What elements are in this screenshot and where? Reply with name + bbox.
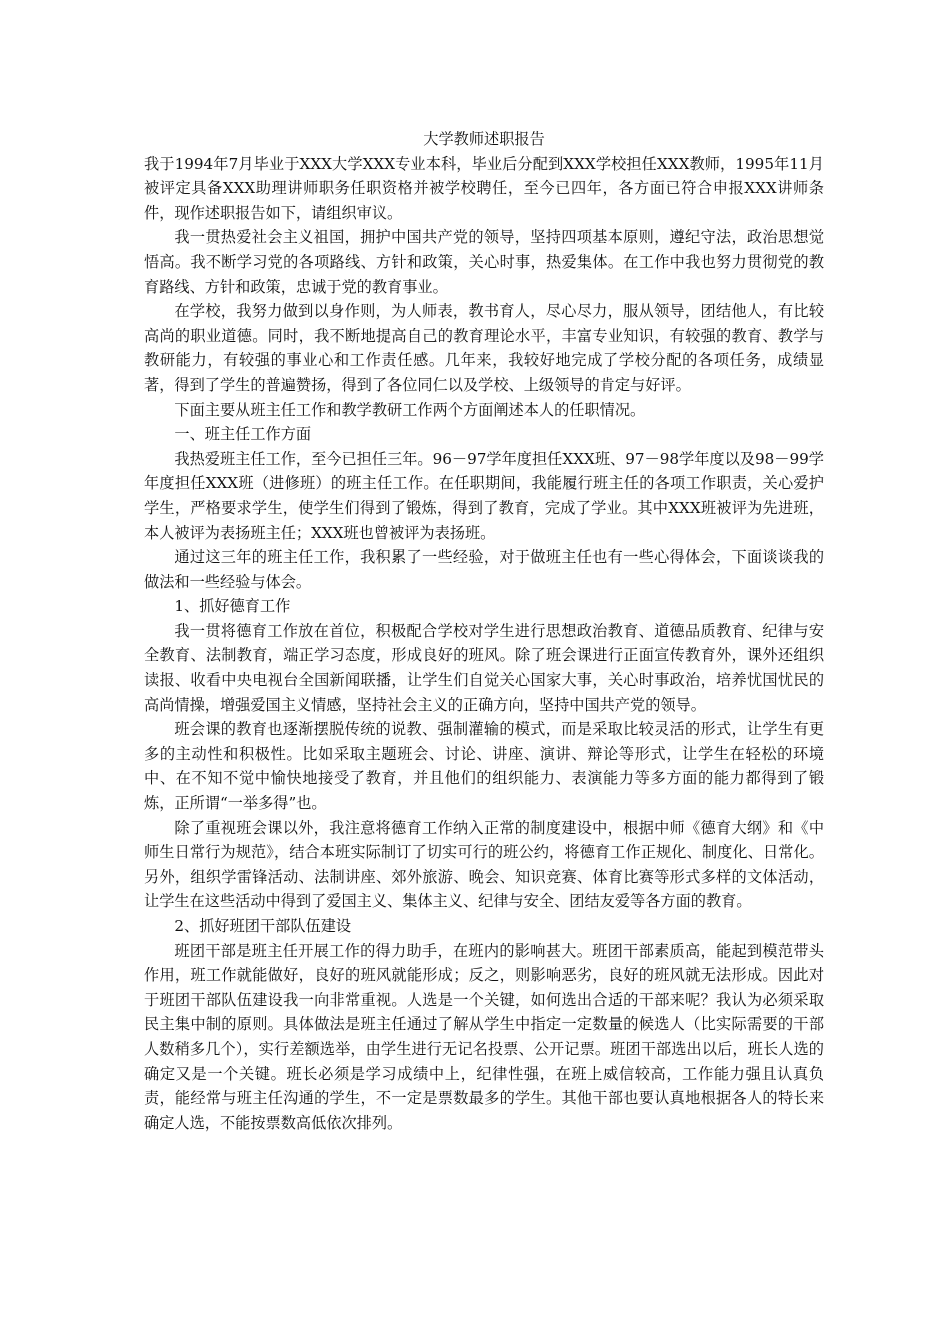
paragraph: 班团干部是班主任开展工作的得力助手，在班内的影响甚大。班团干部素质高，能起到模范带头作用，班工作就能做好，良好的班风就能形成；反之，则影响恶劣，良好的班风就无法形成。因此对于班团干部队伍建设我一向非常重视。人选是一个关键，如何选出合适的干部来呢？我认为必须采取民主集中制的原则。具体做法是班主任通过了解从学生中指定一定数量的候选人（比实际需要的干部人数稍多几个），实行差额选举，由学生进行无记名投票、公开记票。班团干部选出以后，班长人选的确定又是一个关键。班长必须是学习成绩中上，纪律性强，在班上威信较高，工作能力强且认真负责，能经常与班主任沟通的学生，不一定是票数最多的学生。其他干部也要认真地根据各人的特长来确定人选，不能按票数高低依次排列。 (144, 941, 824, 1132)
paragraph: 在学校，我努力做到以身作则，为人师表，教书育人，尽心尽力，服从领导，团结他人，有比较高尚的职业道德。同时，我不断地提高自己的教育理论水平，丰富专业知识，有较强的教育、教学与教研能力，有较强的事业心和工作责任感。几年来，我较好地完成了学校分配的各项任务，成绩显著，得到了学生的普遍赞扬，得到了各位同仁以及学校、上级领导的肯定与好评。 (144, 302, 824, 394)
paragraph: 我一贯将德育工作放在首位，积极配合学校对学生进行思想政治教育、道德品质教育、纪律与安全教育、法制教育，端正学习态度，形成良好的班风。除了班会课进行正面宣传教育外，课外还组织读报、收看中央电视台全国新闻联播，让学生们自觉关心国家大事，关心时事政治，培养忧国忧民的高尚情操，增强爱国主义情感，坚持社会主义的正确方向，坚持中国共产党的领导。 (144, 621, 824, 714)
paragraph: 除了重视班会课以外，我注意将德育工作纳入正常的制度建设中，根据中师《德育大纲》和《中师生日常行为规范》，结合本班实际制订了切实可行的班公约，将德育工作正规化、制度化、日常化。另外，组织学雷锋活动、法制讲座、郊外旅游、晚会、知识竞赛、体育比赛等形式多样的文体活动，让学生在这些活动中得到了爱国主义、集体主义、纪律与安全、团结友爱等各方面的教育。 (144, 818, 824, 911)
section-heading: 1、抓好德育工作 (174, 597, 291, 616)
paragraph: 通过这三年的班主任工作，我积累了一些经验，对于做班主任也有一些心得体会，下面谈谈我的做法和一些经验与体会。 (144, 548, 824, 591)
paragraph: 我于1994年7月毕业于XXX大学XXX专业本科，毕业后分配到XXX学校担任XXX教师，1995年11月被评定具备XXX助理讲师职务任职资格并被学校聘任，至今已四年，各方面已符合申报XXX讲师条件，现作述职报告如下，请组织审议。 (144, 154, 824, 222)
section-heading: 2、抓好班团干部队伍建设 (174, 917, 352, 935)
paragraph: 我热爱班主任工作，至今已担任三年。96－97学年度担任XXX班、97－98学年度以及98－99学年度担任XXX班（进修班）的班主任工作。在任职期间，我能履行班主任的各项工作职责，关心爱护学生，严格要求学生，使学生们得到了锻炼，得到了教育，完成了学业。其中XXX班被评为先进班，本人被评为表扬班主任；XXX班也曾被评为表扬班。 (144, 449, 824, 542)
section-heading: 一、班主任工作方面 (174, 425, 312, 444)
paragraph: 班会课的教育也逐渐摆脱传统的说教、强制灌输的模式，而是采取比较灵活的形式，让学生有更多的主动性和积极性。比如采取主题班会、讨论、讲座、演讲、辩论等形式，让学生在轻松的环境中、在不知不觉中愉快地接受了教育，并且他们的组织能力、表演能力等多方面的能力都得到了锻炼，正所谓“一举多得”也。 (144, 720, 824, 813)
page-title: 大学教师述职报告 (423, 130, 545, 148)
paragraph: 我一贯热爱社会主义祖国，拥护中国共产党的领导，坚持四项基本原则，遵纪守法，政治思想觉悟高。我不断学习党的各项路线、方针和政策，关心时事，热爱集体。在工作中我也努力贯彻党的教育路线、方针和政策，忠诚于党的教育事业。 (144, 228, 824, 296)
document-page (144, 127, 824, 1135)
paragraph: 下面主要从班主任工作和教学教研工作两个方面阐述本人的任职情况。 (174, 400, 646, 419)
